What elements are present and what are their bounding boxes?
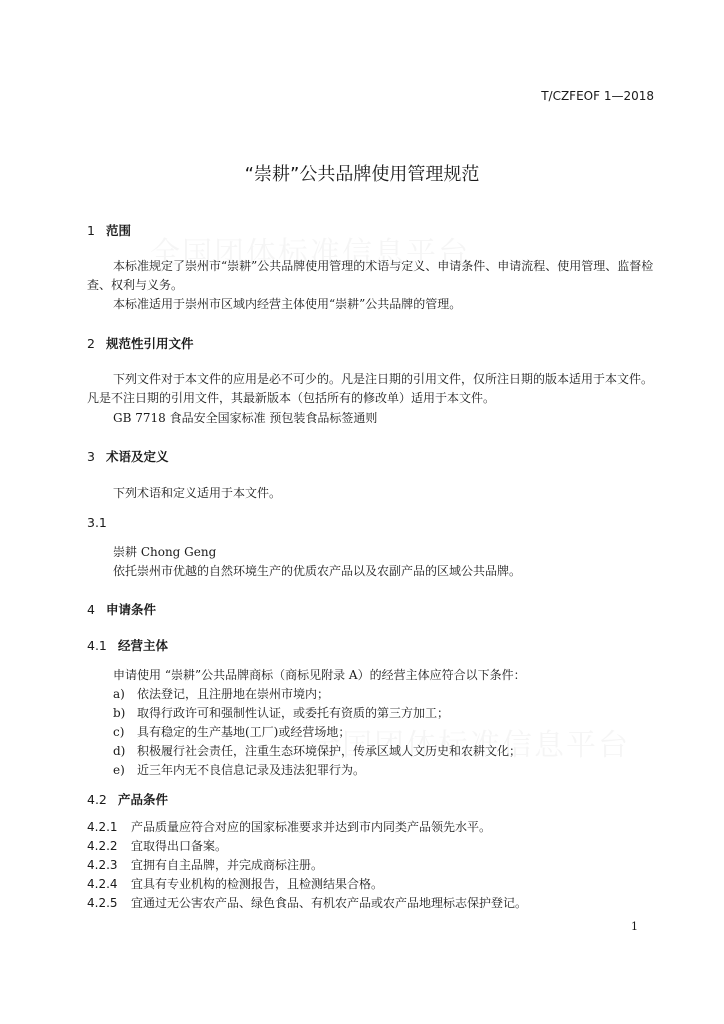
standard-code: T/CZFEOF 1—2018 [541,89,654,103]
paragraph: 下列文件对于本文件的应用是必不可少的。凡是注日期的引用文件，仅所注日期的版本适用于本文件。凡是不注日期的引用文件，其最新版本（包括所有的修改单）适用于本文件。 [87,372,654,405]
list-marker: c) [113,725,125,739]
subsection-title: 产品条件 [118,792,169,807]
subsection-number: 4.1 [87,638,107,653]
list-item-text: 依法登记，且注册地在崇州市境内； [137,687,330,701]
list-item-text: 近三年内无不良信息记录及违法犯罪行为。 [137,763,366,777]
normative-reference: GB 7718 食品安全国家标准 预包装食品标签通则 [113,411,378,425]
section-number: 2 [87,336,95,351]
section-4-heading [87,600,156,618]
clause-number: 4.2.1 [87,820,118,834]
subsection-number: 4.2 [87,792,107,807]
term-definition: 依托崇州市优越的自然环境生产的优质农产品以及农副产品的区域公共品牌。 [113,564,522,578]
list-item [113,723,350,740]
paragraph: 申请使用 “崇耕”公共品牌商标（商标见附录 A）的经营主体应符合以下条件： [113,668,526,682]
clause-text: 产品质量应符合对应的国家标准要求并达到市内同类产品领先水平。 [131,820,492,834]
paragraph: 下列术语和定义适用于本文件。 [113,486,282,500]
list-marker: e) [113,763,125,777]
list-item [113,761,365,778]
subsection-4-1-heading [87,636,168,654]
clause-number: 4.2.2 [87,839,118,853]
section-number: 4 [87,602,95,617]
section-title: 范围 [106,223,132,238]
term: 崇耕 Chong Geng [113,545,217,559]
paragraph: 本标准适用于崇州市区域内经营主体使用“崇耕”公共品牌的管理。 [113,297,462,311]
subsection-number: 3.1 [87,515,107,530]
subsection-title: 经营主体 [118,638,169,653]
clause-text: 宜取得出口备案。 [131,839,228,853]
clause [87,818,491,835]
list-item [113,704,449,721]
clause [87,837,227,854]
clause-number: 4.2.3 [87,858,118,872]
list-marker: d) [113,744,126,758]
clause [87,894,527,911]
section-number: 3 [87,449,95,464]
section-title: 申请条件 [106,602,157,617]
section-1-heading [87,221,131,239]
clause-number: 4.2.4 [87,877,118,891]
clause-text: 宜通过无公害农产品、绿色食品、有机农产品或农产品地理标志保护登记。 [131,896,528,910]
clause-number: 4.2.5 [87,896,118,910]
clause-text: 宜具有专业机构的检测报告，且检测结果合格。 [131,877,384,891]
list-item-text: 积极履行社会责任，注重生态环境保护，传承区域人文历史和农耕文化； [137,744,522,758]
list-marker: b) [113,706,126,720]
subsection-4-2-heading [87,790,168,808]
clause [87,856,323,873]
list-item-text: 取得行政许可和强制性认证，或委托有资质的第三方加工； [137,706,450,720]
list-item [113,685,329,702]
list-marker: a) [113,687,125,701]
list-item [113,742,521,759]
page-number: 1 [631,920,638,933]
paragraph: 本标准规定了崇州市“崇耕”公共品牌使用管理的术语与定义、申请条件、申请流程、使用管理、监督检查、权利与义务。 [87,259,654,292]
section-title: 规范性引用文件 [106,336,194,351]
section-2-heading [87,334,194,352]
document-title: “崇耕”公共品牌使用管理规范 [244,164,480,185]
clause [87,875,383,892]
section-title: 术语及定义 [106,449,169,464]
list-item-text: 具有稳定的生产基地(工厂)或经营场地； [137,725,351,739]
section-number: 1 [87,223,95,238]
clause-text: 宜拥有自主品牌，并完成商标注册。 [131,858,324,872]
section-3-heading [87,447,169,465]
